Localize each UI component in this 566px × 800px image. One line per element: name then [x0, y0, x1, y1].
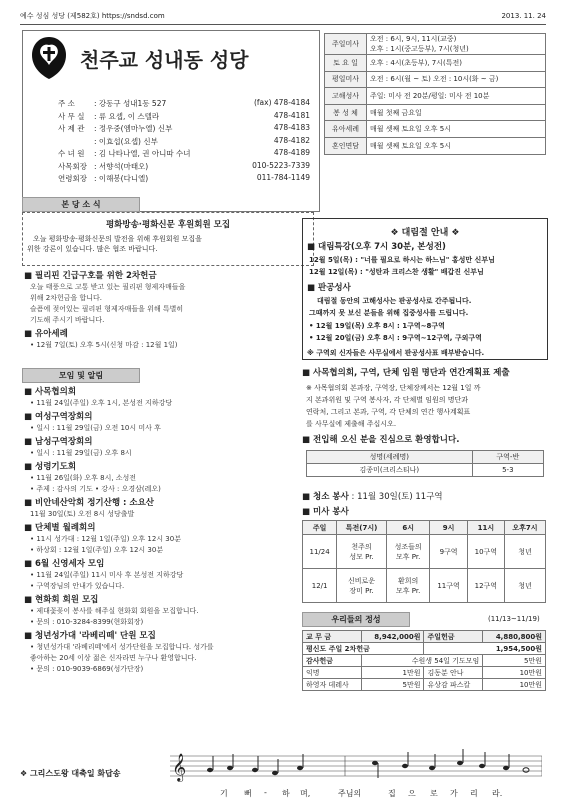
schedule-key: 주일미사	[325, 34, 367, 55]
lyric-syllable: 며,	[300, 789, 311, 798]
advent-line: • 12월 20일(금) 오후 8시 : 9구역~12구역, 구외구역	[309, 334, 482, 342]
mass-row	[303, 535, 546, 569]
schedule-line: 오전 : 6시, 9시, 11시(교중)	[370, 35, 457, 43]
advent-title: ❖ 대림절 안내 ❖	[390, 228, 460, 238]
schedule-row	[325, 137, 546, 154]
item-line: • 11월 26일(화) 오후 8시, 소성전	[30, 474, 137, 482]
mass-cell-line: 천주의	[351, 542, 372, 551]
info-label: 주 소	[58, 99, 75, 108]
schedule-row	[325, 104, 546, 121]
item-heading: ■ 청년성가대 '라베리떼' 단원 모집	[24, 631, 314, 642]
schedule-value	[367, 121, 546, 138]
cleaning-heading: ■ 청소 봉사 : 11월 30일(토) 11구역	[302, 492, 443, 503]
mass-cell	[386, 569, 430, 603]
advent-box	[302, 218, 548, 360]
info-row	[58, 136, 310, 149]
promo-box	[22, 212, 314, 266]
info-row	[58, 173, 310, 186]
mass-col: 주일	[303, 521, 337, 535]
mass-cell-line: 10구역	[474, 547, 498, 556]
lyric-syllable: 라.	[492, 789, 503, 798]
item-line: 오늘 태풍으로 고통 받고 있는 필리핀 형제자매들을	[30, 283, 186, 291]
schedule-row	[325, 34, 546, 55]
gift-row	[303, 667, 546, 679]
advent-heading: ■ 판공성사	[307, 283, 547, 294]
item-line: • 12월 7일(토) 오후 5시(신청 마감 : 12월 1일)	[30, 341, 178, 349]
gift-cell: 수원생 54일 기도모임	[361, 655, 482, 667]
finance-cell: 8,942,000원	[361, 631, 424, 643]
submit-heading: ■ 사목협의회, 구역, 단체 임원 명단과 연간계획표 제출	[302, 368, 510, 379]
header-title: 예수 성심 성당 (제582호) https://sndsd.com	[20, 12, 165, 20]
mass-cell	[467, 569, 504, 603]
gift-cell: 1만원	[361, 667, 424, 679]
info-row	[58, 111, 310, 124]
schedule-line: 매월 셋째 토요일 오후 5시	[370, 125, 451, 134]
info-value: : 김 나타나엘, 권 아니따 수녀	[94, 149, 191, 158]
info-value: : 서향석(마태오)	[94, 161, 149, 171]
schedule-line: 매월 첫째 금요일	[370, 108, 422, 117]
advent-line: 대림절 동안의 고해성사는 판공성사로 간주됩니다.	[317, 297, 472, 305]
schedule-line: 오전 : 6시(월 ~ 토) 오전 : 10시(화 ~ 금)	[370, 75, 499, 84]
item-line: • 제대꽃꽂이 봉사를 해주실 현화회 회원을 모집합니다.	[30, 607, 199, 615]
finance-cell: 4,880,800원	[483, 631, 546, 643]
info-value: : 강동구 성내1동 527	[94, 99, 167, 108]
parish-logo-icon	[30, 35, 68, 85]
mass-cell-line: 장미 Pr.	[349, 586, 374, 595]
mass-cell-line: 성모 Pr.	[349, 552, 374, 561]
info-row	[58, 123, 310, 136]
finance-cell: 1,954,500원	[424, 643, 546, 655]
mass-cell-line: 11/24	[309, 547, 330, 556]
item-line: • 11월 24일(주일) 11시 미사 후 본성전 지하강당	[30, 571, 184, 579]
mass-schedule-table	[324, 33, 546, 155]
advent-line: • 12월 19일(목) 오후 8시 : 1구역~8구역	[309, 322, 445, 330]
finance-cell: 교 무 금	[303, 631, 362, 643]
mass-header	[303, 521, 546, 535]
item-heading: ■ 유아세례	[24, 329, 314, 340]
info-label: 사 무 실	[58, 111, 85, 121]
advent-note: ※ 구역외 신자들은 사무실에서 판공성사표 배부받습니다.	[307, 349, 485, 357]
schedule-row	[325, 55, 546, 72]
schedule-key: 혼인면담	[325, 137, 367, 154]
info-row	[58, 98, 310, 111]
lyric-syllable: 뻐	[244, 789, 252, 798]
schedule-line: 오후 : 1시(중고등부), 7시(청년)	[370, 45, 469, 53]
music-staff	[170, 748, 542, 792]
finance-row	[303, 643, 546, 655]
mass-cell	[504, 535, 545, 569]
lyric-syllable: 리	[470, 789, 478, 798]
schedule-key: 봉 성 체	[325, 104, 367, 121]
promo-title: 평화방송·평화신문 후원회원 모집	[105, 220, 231, 230]
advent-talk: 12월 12일(목) : "성탄과 크리스찬 생활" 배갑진 신부님	[309, 268, 484, 276]
item-line: • 일시 : 11월 29일(금) 오전 10시 미사 후	[30, 424, 161, 432]
item-line: 기도해 주시기 바랍니다.	[30, 316, 105, 324]
mass-cell	[337, 535, 387, 569]
lyric-syllable: 하	[282, 789, 290, 798]
schedule-row	[325, 71, 546, 88]
mass-cell	[303, 535, 337, 569]
item-heading: ■ 비안네산악회 정기산행 : 소요산	[24, 498, 314, 509]
item-heading: ■ 여성구역장회의	[24, 412, 314, 423]
welcome-cell: 5-3	[472, 464, 543, 477]
mass-cell-line: 11구역	[437, 581, 460, 590]
info-label: 사목회장	[58, 161, 87, 171]
item-line: • 문의 : 010-3284-8399(현화회장)	[30, 618, 144, 626]
info-tel: (fax) 478-4184	[253, 98, 310, 107]
info-value: : 류 요셉, 이 스텔라	[94, 111, 160, 121]
info-label: 사 제 관	[58, 124, 85, 133]
item-heading: ■ 성령기도회	[24, 462, 314, 473]
item-heading: ■ 사목협의회	[24, 387, 314, 398]
mass-col: 오후7시	[504, 521, 545, 535]
info-label: 수 녀 원	[58, 149, 85, 158]
item-heading: ■ 현화회 회원 모집	[24, 595, 314, 606]
mass-col: 6시	[386, 521, 430, 535]
submit-line: 지 본과위원 및 구역 봉사자, 각 단체별 임원의 명단과	[306, 396, 469, 404]
finance-table	[302, 630, 546, 691]
mass-cell-line: 12/1	[311, 581, 328, 590]
info-tel: 478-4182	[273, 135, 310, 145]
promo-line: 위한 강론이 있습니다. 많은 협조 바랍니다.	[27, 245, 158, 253]
meeting-items	[24, 384, 314, 675]
mass-cell	[430, 569, 467, 603]
advent-talk: 12월 5일(목) : "너를 필요로 하시는 하느님" 홍성만 신부님	[309, 256, 495, 264]
mass-col: 특전(7시)	[337, 521, 387, 535]
schedule-line: 오후 : 4시(초등부), 7시(특전)	[370, 58, 462, 67]
item-line: • 구역장님의 안내가 있습니다.	[30, 582, 125, 590]
lyric-syllable: 가	[450, 789, 458, 798]
lyric-syllable: 주님의	[338, 789, 362, 798]
schedule-line: 주일: 미사 전 20분/평일: 미사 전 10분	[370, 91, 490, 100]
welcome-row	[307, 464, 544, 477]
info-list	[58, 98, 310, 186]
mass-cell-line: 환희의	[398, 576, 419, 585]
item-line: 좋아하는 20세 이상 젊은 신자라면 누구나 환영합니다.	[30, 654, 197, 662]
submit-line: ※ 사목협의회 본과장, 구역장, 단체장께서는 12월 1일 까	[306, 384, 481, 392]
promo-line: 오늘 평화방송·평화신문의 발전을 위해 후원회원 모집을	[33, 235, 202, 243]
info-row	[58, 161, 310, 174]
schedule-key: 토 요 일	[325, 55, 367, 72]
welcome-col: 성명(세례명)	[307, 451, 473, 464]
mass-service-table	[302, 520, 546, 603]
schedule-row	[325, 88, 546, 105]
gift-cell: 하영자 데레사	[303, 679, 362, 691]
welcome-table	[306, 450, 544, 477]
advent-line: 그때까지 못 보신 분들을 위해 집중성사를 드립니다.	[309, 309, 469, 317]
section-news: 본 당 소 식	[22, 197, 140, 212]
item-line: 슬픔에 젖어있는 필리핀 형제자매들을 위해 특별히	[30, 305, 184, 313]
item-line: • 11월 24일(주일) 오후 1시, 본성전 지하강당	[30, 399, 173, 407]
item-heading: ■ 필리핀 긴급구호를 위한 2차헌금	[24, 271, 314, 282]
mass-cell	[337, 569, 387, 603]
mass-cell-line: 신비로운	[348, 576, 376, 585]
mass-cell	[303, 569, 337, 603]
lyric-syllable: -	[264, 788, 267, 797]
gift-cell: 김동분 안나	[424, 667, 483, 679]
schedule-value	[367, 137, 546, 154]
gift-cell: 5만원	[483, 655, 546, 667]
submit-line: 연락처, 그리고 본과, 구역, 각 단체의 연간 행사계획표	[306, 408, 471, 416]
footer-title: ❖ 그리스도왕 대축일 화답송	[20, 769, 121, 778]
welcome-cell: 김종미(크리스티나)	[307, 464, 473, 477]
schedule-value	[367, 55, 546, 72]
mass-row	[303, 569, 546, 603]
item-line: • 하상회 : 12월 1일(주일) 오후 12시 30분	[30, 546, 164, 554]
item-heading: ■ 남성구역장회의	[24, 437, 314, 448]
info-value: : 이해봉(다니엘)	[94, 174, 149, 183]
advent-heading: ■ 대림특강(오후 7시 30분, 본성전)	[307, 242, 547, 253]
info-tel: 011-784-1149	[256, 173, 310, 182]
info-value: : 정우중(엠마누엘) 신부	[94, 124, 173, 133]
schedule-key: 고해성사	[325, 88, 367, 105]
finance-cell: 주일헌금	[424, 631, 483, 643]
schedule-key: 유아세례	[325, 121, 367, 138]
info-tel: 478-4189	[273, 148, 310, 157]
gift-row	[303, 679, 546, 691]
gift-cell: 10만원	[483, 679, 546, 691]
item-line: • 문의 : 010-9039-6869(성가단장)	[30, 665, 144, 673]
lyric-syllable: 집	[388, 789, 396, 798]
item-line: • 11시 성가대 : 12월 1일(주일) 오후 12시 30분	[30, 535, 181, 543]
info-tel: 478-4183	[273, 123, 310, 132]
schedule-row	[325, 121, 546, 138]
info-value: : 이효섭(요셉) 신부	[94, 136, 158, 146]
news-items	[24, 268, 314, 351]
mass-col: 11시	[467, 521, 504, 535]
mass-cell	[504, 569, 545, 603]
gift-cell: 유상감 파스칼	[424, 679, 483, 691]
finance-row	[303, 631, 546, 643]
schedule-value	[367, 34, 546, 55]
lyric-syllable: 로	[430, 789, 438, 798]
gift-cell: 익명	[303, 667, 362, 679]
gift-cell: 5만원	[361, 679, 424, 691]
info-row	[58, 148, 310, 161]
gift-label: 감사헌금	[303, 655, 362, 667]
finance-period: (11/13~11/19)	[488, 615, 540, 623]
submit-line: 를 사무실에 제출해 주십시오.	[306, 420, 397, 428]
svg-text:𝄞: 𝄞	[172, 753, 187, 781]
item-line: 11월 30일(토) 오전 8시 성당출발	[30, 510, 135, 518]
item-line: • 주제 : 감사의 기도 • 강사 : 오경삼(레오)	[30, 485, 161, 493]
top-header	[20, 10, 546, 25]
info-tel: 010-5223-7339	[252, 160, 310, 170]
mass-cell	[386, 535, 430, 569]
header-date: 2013. 11. 24	[501, 12, 546, 20]
info-tel: 478-4181	[273, 110, 310, 120]
mass-cell	[430, 535, 467, 569]
item-line: • 일시 : 11월 29일(금) 오후 8시	[30, 449, 132, 457]
item-heading: ■ 6월 신영세자 모임	[24, 559, 314, 570]
mass-cell-line: 모후 Pr.	[396, 552, 421, 561]
parish-name: 천주교 성내동 성당	[80, 48, 249, 72]
info-label: 연령회장	[58, 174, 87, 183]
mass-cell-line: 9구역	[439, 547, 458, 556]
section-meetings: 모임 및 알림	[22, 368, 140, 383]
finance-cell: 평신도 주일 2차헌금	[303, 643, 424, 655]
schedule-key: 평일미사	[325, 71, 367, 88]
mass-cell	[467, 535, 504, 569]
item-line: • 청년성가대 '라베리떼'에서 성가단원을 모집합니다. 성가를	[30, 643, 214, 651]
welcome-col: 구역-반	[472, 451, 543, 464]
welcome-heading: ■ 전입해 오신 분을 진심으로 환영합니다.	[302, 435, 459, 446]
mass-service-heading: ■ 미사 봉사	[302, 507, 349, 518]
welcome-header	[307, 451, 544, 464]
mass-cell-line: 청년	[518, 581, 532, 590]
item-line: 위해 2차헌금을 합니다.	[30, 294, 102, 302]
section-finance: 우리들의 정성	[302, 612, 410, 627]
gift-cell: 10만원	[483, 667, 546, 679]
mass-col: 9시	[430, 521, 467, 535]
schedule-value	[367, 104, 546, 121]
mass-cell-line: 성조들의	[394, 542, 422, 551]
schedule-value	[367, 71, 546, 88]
item-heading: ■ 단체별 월례회의	[24, 523, 314, 534]
lyric-syllable: 기	[220, 789, 228, 798]
schedule-line: 매월 셋째 토요일 오후 5시	[370, 141, 451, 150]
mass-cell-line: 청년	[518, 547, 532, 556]
schedule-value	[367, 88, 546, 105]
mass-cell-line: 모후 Pr.	[396, 586, 421, 595]
lyric-syllable: 으	[408, 789, 416, 798]
submit-lines	[306, 382, 546, 430]
gift-row	[303, 655, 546, 667]
lyrics	[220, 788, 540, 798]
mass-cell-line: 12구역	[474, 581, 498, 590]
